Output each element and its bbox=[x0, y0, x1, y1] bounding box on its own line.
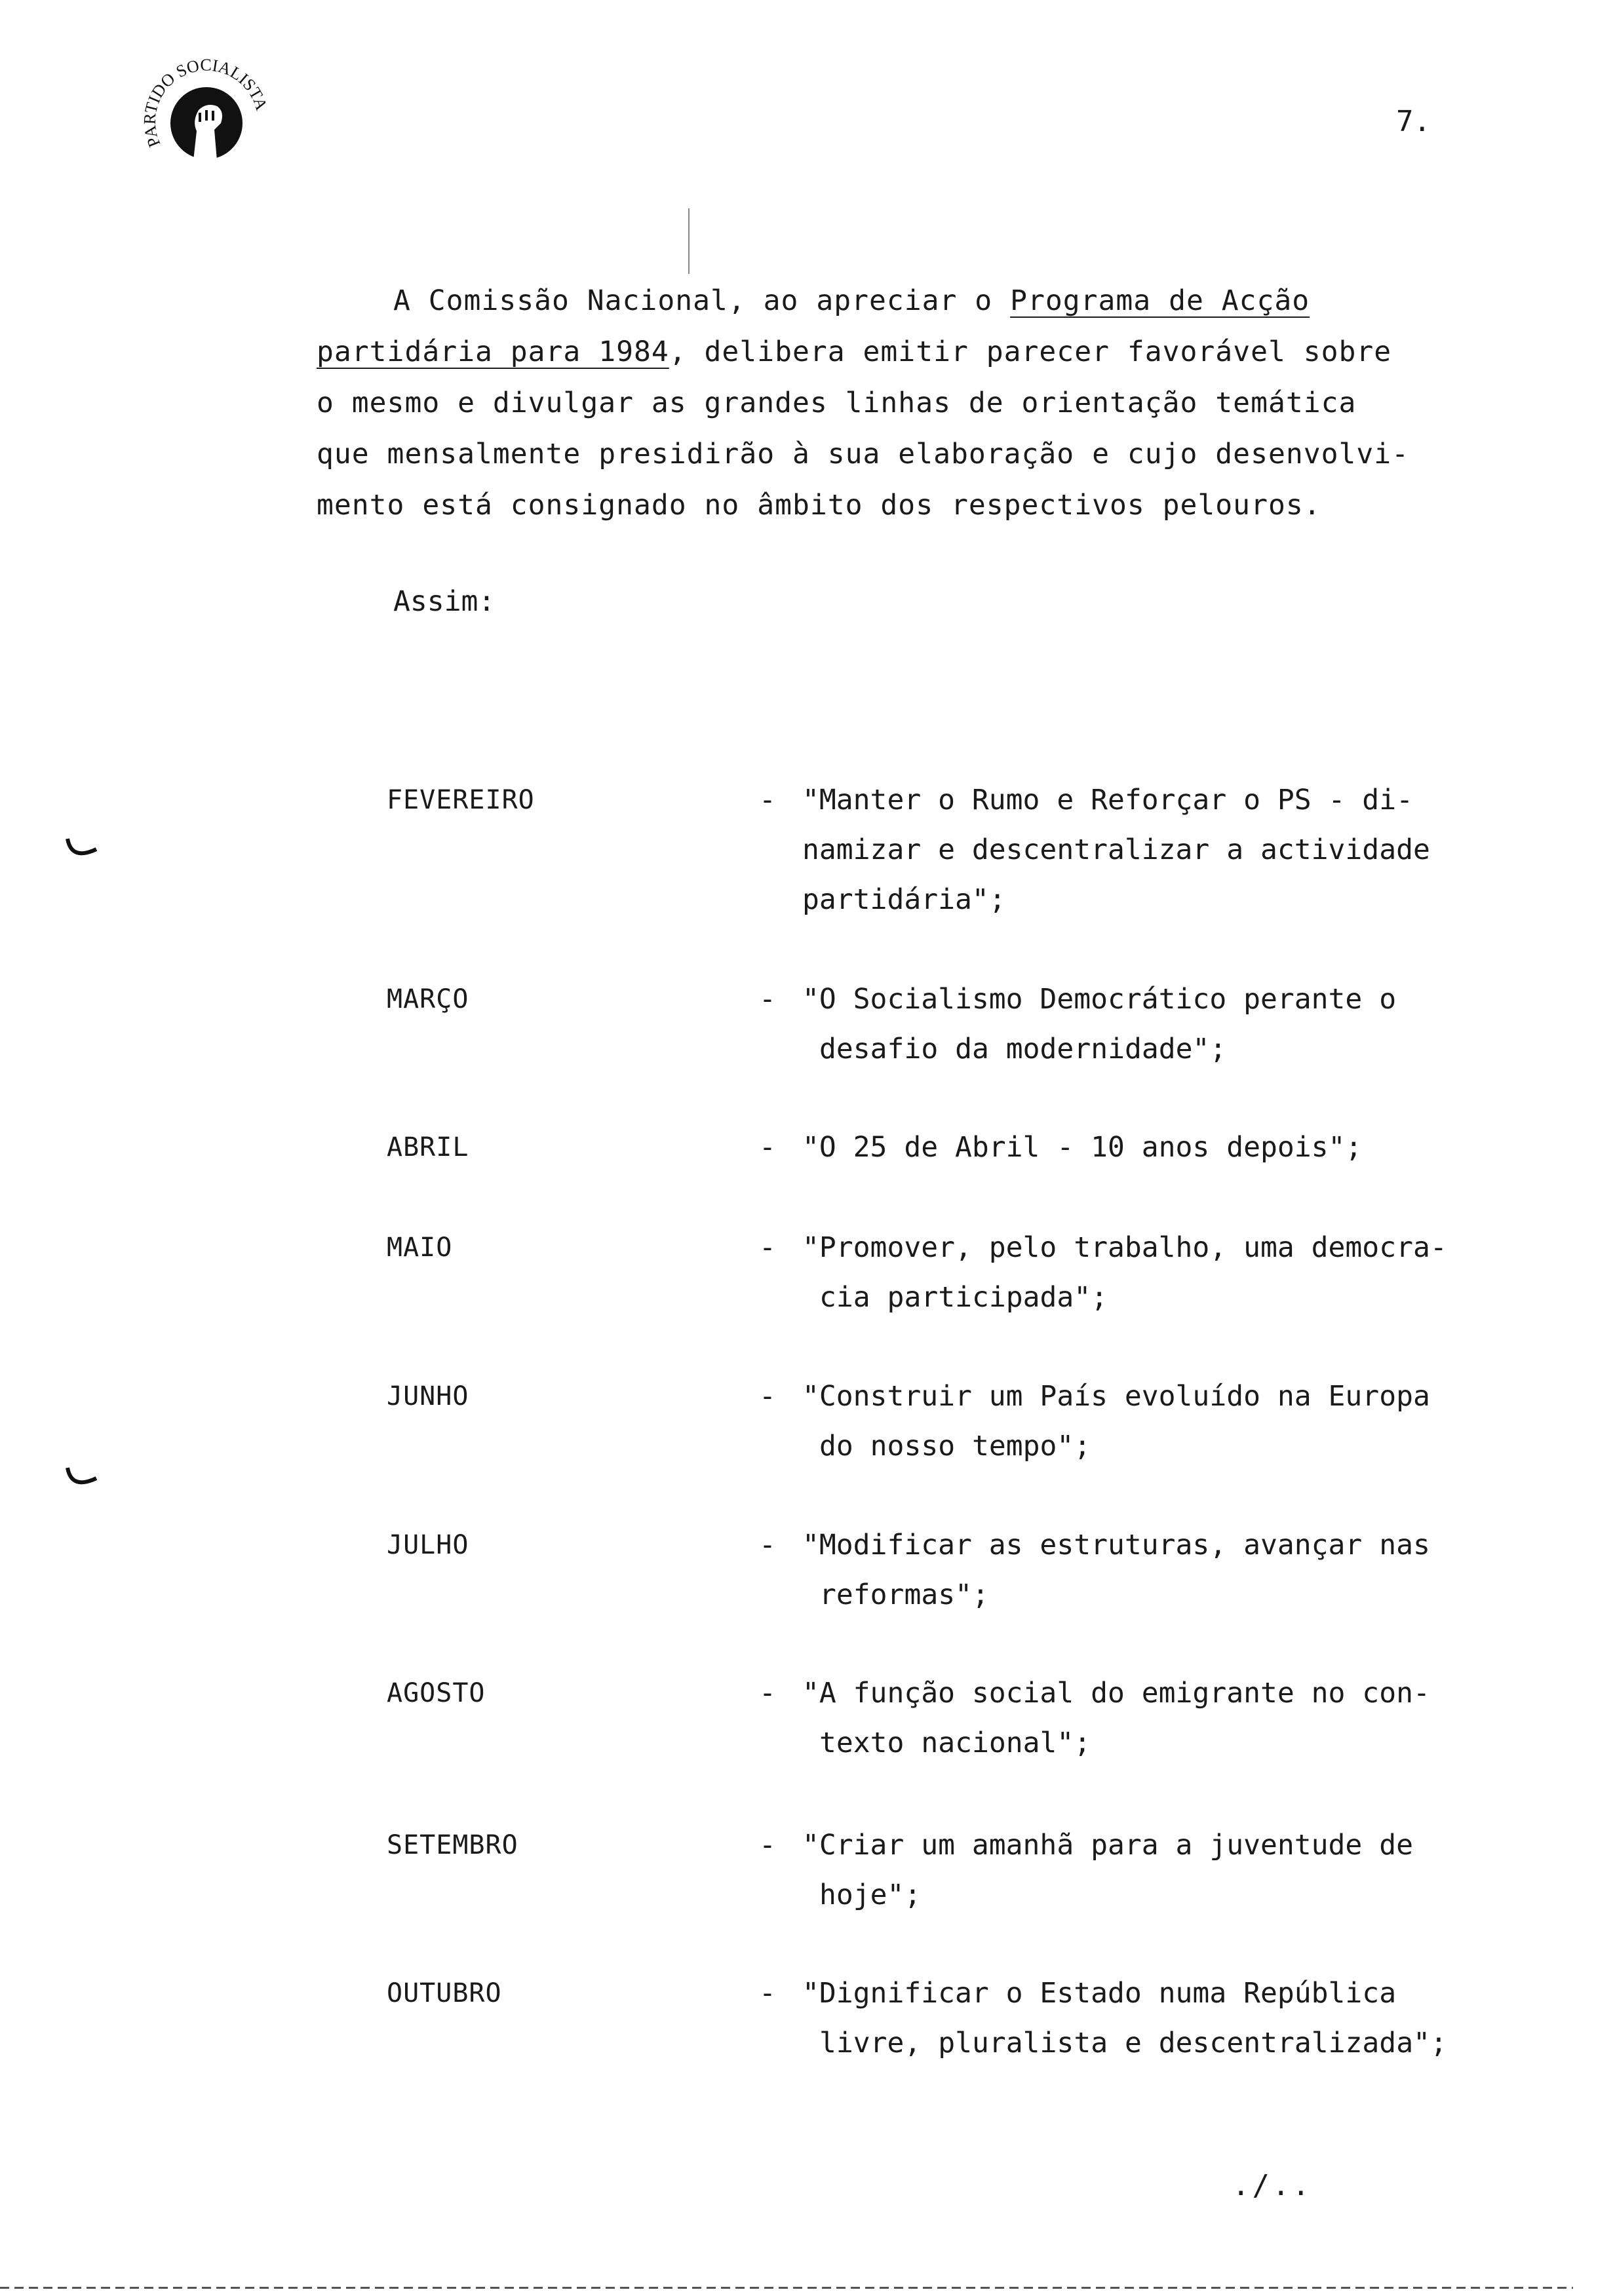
theme-line: do nosso tempo"; bbox=[819, 1430, 1091, 1463]
binder-mark-icon bbox=[62, 1461, 102, 1501]
dash: - bbox=[759, 1529, 776, 1561]
margin-mark-line bbox=[688, 208, 690, 274]
month-label: MAIO bbox=[387, 1233, 453, 1263]
month-label: JUNHO bbox=[387, 1381, 469, 1411]
theme-line: "Criar um amanhã para a juventude de bbox=[802, 1829, 1413, 1862]
theme-line: "Construir um País evoluído na Europa bbox=[802, 1380, 1430, 1413]
dash: - bbox=[759, 1380, 776, 1413]
program-title-cont: partidária para 1984 bbox=[317, 335, 669, 368]
theme-text bbox=[802, 1122, 1362, 1172]
theme-text bbox=[802, 974, 1396, 1074]
program-title: Programa de Acção bbox=[1010, 284, 1310, 317]
theme-line: cia participada"; bbox=[819, 1281, 1108, 1314]
intro-text: que mensalmente presidirão à sua elaboração e cujo desenvolvi- bbox=[317, 438, 1410, 470]
theme-text bbox=[802, 1223, 1447, 1322]
fist-icon bbox=[141, 46, 265, 183]
month-label: FEVEREIRO bbox=[387, 785, 535, 815]
theme-line: "Dignificar o Estado numa República bbox=[802, 1977, 1397, 2010]
month-label: JULHO bbox=[387, 1530, 469, 1560]
theme-line: "A função social do emigrante no con- bbox=[802, 1677, 1430, 1710]
dash: - bbox=[759, 1131, 776, 1164]
theme-line: texto nacional"; bbox=[819, 1727, 1091, 1759]
theme-line: livre, pluralista e descentralizada"; bbox=[819, 2027, 1447, 2059]
theme-line: "O Socialismo Democrático perante o bbox=[802, 983, 1397, 1016]
theme-line: desafio da modernidade"; bbox=[819, 1033, 1227, 1065]
month-label: AGOSTO bbox=[387, 1678, 486, 1708]
month-label: MARÇO bbox=[387, 984, 469, 1014]
continuation-mark: ./.. bbox=[1232, 2169, 1312, 2202]
intro-text: A Comissão Nacional, ao apreciar o bbox=[393, 284, 1011, 317]
theme-text bbox=[802, 1820, 1413, 1920]
page-edge-rule bbox=[0, 2287, 1573, 2289]
theme-line: reformas"; bbox=[819, 1578, 989, 1611]
theme-line: "Promover, pelo trabalho, uma democra- bbox=[802, 1231, 1447, 1264]
theme-line: partidária"; bbox=[802, 883, 1006, 916]
intro-paragraph bbox=[317, 275, 1549, 531]
theme-line: "O 25 de Abril - 10 anos depois"; bbox=[802, 1131, 1363, 1164]
theme-line: "Modificar as estruturas, avançar nas bbox=[802, 1529, 1430, 1561]
theme-line: namizar e descentralizar a actividade bbox=[802, 833, 1430, 866]
dash: - bbox=[759, 784, 776, 816]
theme-text bbox=[802, 1968, 1447, 2068]
dash: - bbox=[759, 1677, 776, 1710]
theme-text bbox=[802, 1371, 1430, 1471]
logo-text: PARTIDO SOCIALIST bbox=[141, 55, 265, 150]
intro-text: , delibera emitir parecer favorável sobre bbox=[669, 335, 1392, 368]
dash: - bbox=[759, 983, 776, 1016]
dash: - bbox=[759, 1231, 776, 1264]
intro-text: o mesmo e divulgar as grandes linhas de orientação temática bbox=[317, 387, 1357, 419]
month-label: OUTUBRO bbox=[387, 1978, 502, 2008]
page-number: 7. bbox=[1396, 105, 1431, 138]
theme-text bbox=[802, 1520, 1430, 1620]
dash: - bbox=[759, 1829, 776, 1862]
month-label: SETEMBRO bbox=[387, 1830, 518, 1860]
binder-mark-icon bbox=[62, 832, 102, 871]
dash: - bbox=[759, 1977, 776, 2010]
theme-line: "Manter o Rumo e Reforçar o PS - di- bbox=[802, 784, 1413, 816]
theme-line: hoje"; bbox=[819, 1879, 922, 1911]
assim-label: Assim: bbox=[393, 585, 496, 618]
intro-text: mento está consignado no âmbito dos respectivos pelouros. bbox=[317, 489, 1321, 522]
month-label: ABRIL bbox=[387, 1132, 469, 1162]
party-logo bbox=[141, 46, 265, 183]
theme-text bbox=[802, 1668, 1430, 1768]
theme-text bbox=[802, 775, 1430, 925]
